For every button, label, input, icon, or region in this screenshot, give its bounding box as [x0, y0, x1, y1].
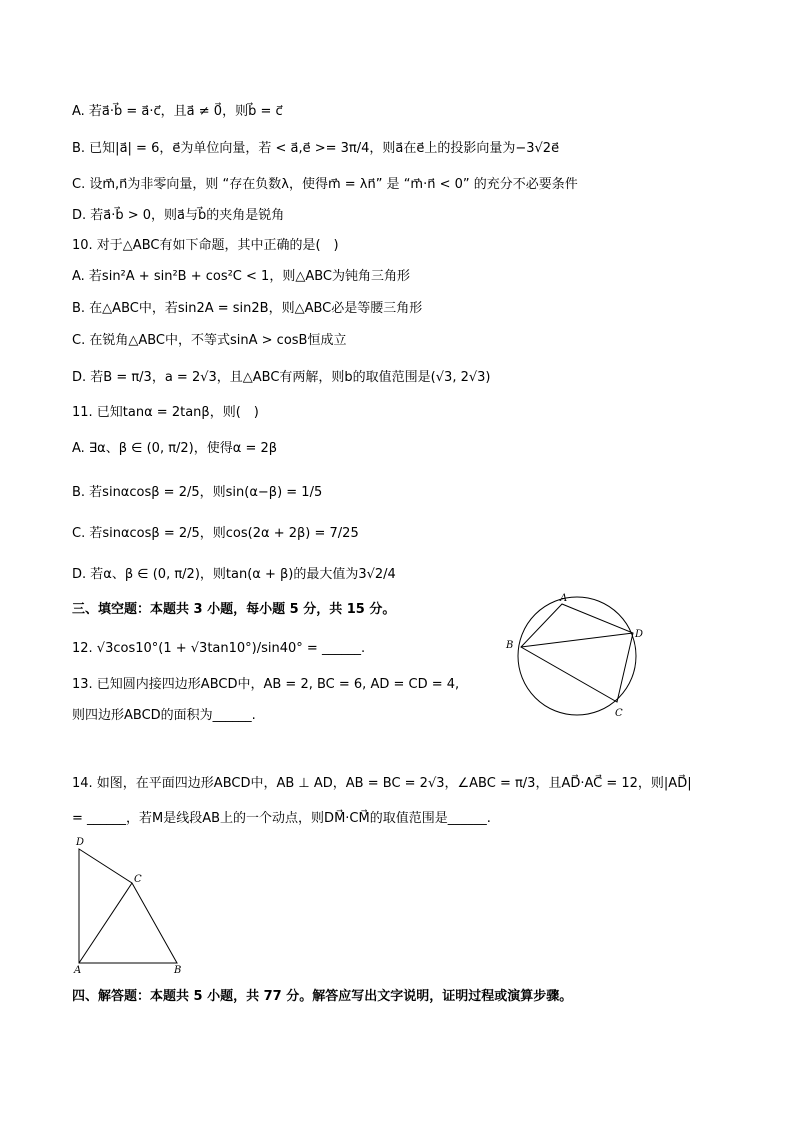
label-A: A: [560, 593, 568, 604]
line-10b: B. 在△ABC中，若sin2A = sin2B，则△ABC必是等腰三角形: [72, 301, 423, 316]
line-9c: C. 设m⃗,n⃗为非零向量，则 “存在负数λ，使得m⃗ = λn⃗” 是 “m⃗·n⃗ < 0” 的充分不必要条件: [72, 177, 578, 192]
circle-quadrilateral-figure: [500, 590, 660, 725]
label-C2: C: [134, 874, 142, 885]
line-10a: A. 若sin²A + sin²B + cos²C < 1，则△ABC为钝角三角形: [72, 269, 410, 284]
label-B: B: [506, 640, 514, 651]
line-9d: D. 若a⃗·b⃗ > 0，则a⃗与b⃗的夹角是锐角: [72, 208, 285, 223]
section-3-heading: 三、填空题：本题共 3 小题，每小题 5 分，共 15 分。: [72, 602, 396, 617]
label-A2: A: [74, 965, 82, 976]
label-B2: B: [174, 965, 182, 976]
quadrilateral-figure: [68, 832, 198, 977]
line-10d: D. 若B = π/3，a = 2√3，且△ABC有两解，则b的取值范围是(√3, 2√3): [72, 370, 491, 385]
question-14-cont: = ______，若M是线段AB上的一个动点，则DM⃗·CM⃗的取值范围是______.: [72, 811, 491, 826]
question-11: 11. 已知tanα = 2tanβ，则( ): [72, 405, 259, 420]
label-C: C: [615, 708, 623, 719]
label-D2: D: [76, 837, 85, 848]
line-11d: D. 若α、β ∈ (0, π/2)，则tan(α + β)的最大值为3√2/4: [72, 567, 396, 582]
question-13: 13. 已知圆内接四边形ABCD中，AB = 2, BC = 6, AD = CD = 4,: [72, 677, 460, 692]
line-9a: A. 若a⃗·b⃗ = a⃗·c⃗，且a⃗ ≠ 0⃗，则b⃗ = c⃗: [72, 104, 283, 119]
section-4-heading: 四、解答题：本题共 5 小题，共 77 分。解答应写出文字说明，证明过程或演算步骤。: [72, 989, 573, 1004]
question-13-cont: 则四边形ABCD的面积为______.: [72, 708, 256, 723]
line-10c: C. 在锐角△ABC中，不等式sinA > cosB恒成立: [72, 333, 347, 348]
question-10: 10. 对于△ABC有如下命题，其中正确的是( ): [72, 238, 339, 253]
question-14: 14. 如图，在平面四边形ABCD中，AB ⊥ AD，AB = BC = 2√3，∠ABC = π/3，且AD⃗·AC⃗ = 12，则|AD⃗|: [72, 776, 692, 791]
label-D: D: [635, 629, 644, 640]
question-12: 12. √3cos10°(1 + √3tan10°)/sin40° = ______.: [72, 641, 366, 656]
line-11a: A. ∃α、β ∈ (0, π/2)，使得α = 2β: [72, 441, 278, 456]
line-9b: B. 已知|a⃗| = 6，e⃗为单位向量，若 < a⃗,e⃗ >= 3π/4，则a⃗在e⃗上的投影向量为−3√2e⃗: [72, 141, 560, 156]
line-11c: C. 若sinαcosβ = 2/5，则cos(2α + 2β) = 7/25: [72, 526, 359, 541]
line-11b: B. 若sinαcosβ = 2/5，则sin(α−β) = 1/5: [72, 485, 323, 500]
